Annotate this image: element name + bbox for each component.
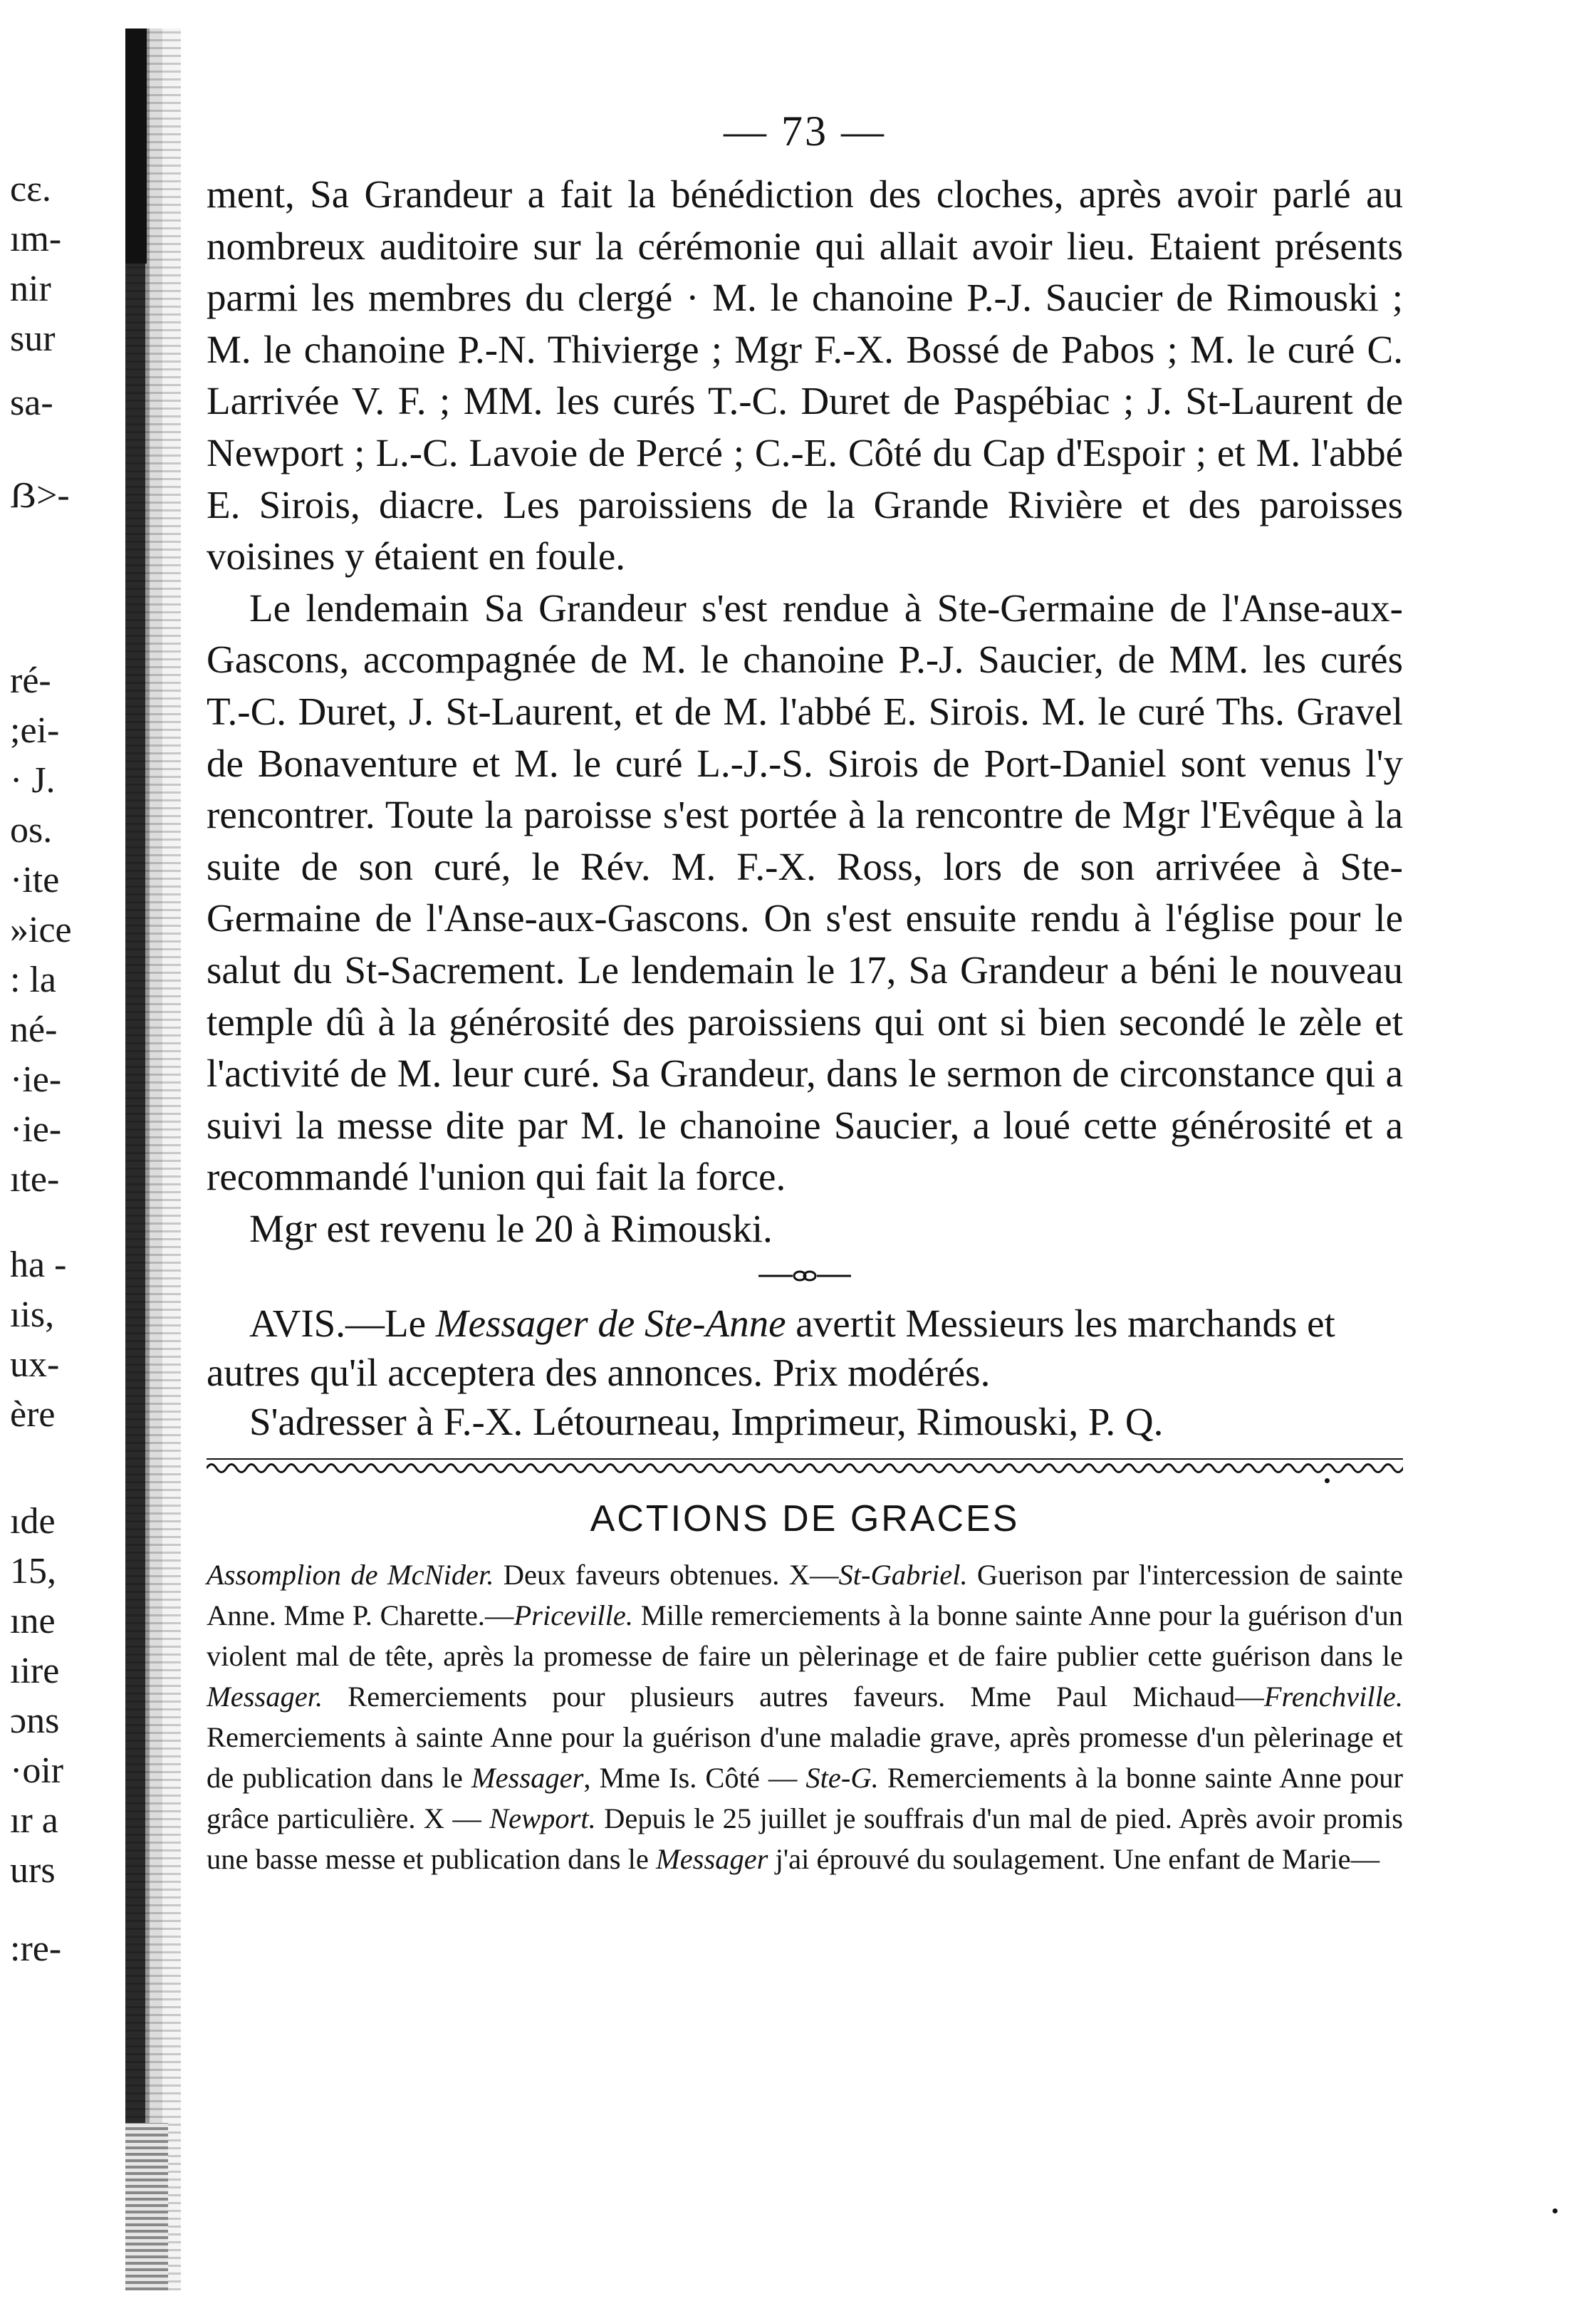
gutter-fragment: ré- [10,660,51,701]
paragraph-2: Le lendemain Sa Grandeur s'est rendue à Ste-Germaine de l'Anse-aux-Gascons, accompagnée de M. le chanoine P.-J. Saucier, de MM. les curés T.-C. Duret, J. St-Laurent, et de M. l'abbé E. Sirois. M. le curé Ths. Gravel de Bonaventure et M. le curé L.-J.-S. Sirois de Port-Daniel sont venus l'y rencontrer. Toute la paroisse s'est portée à la rencontre de Mgr l'Evêque à la suite de son curé, le Rév. M. F.-X. Ross, lors de son arrivéee à Ste-Germaine de l'Anse-aux-Gascons. On s'est ensuite rendu à l'église pour le salut du St-Sacrement. Le lendemain le 17, Sa Grandeur a béni le nouveau temple dû à la générosité des paroissiens qui ont si bien secondé le zèle et l'activité de M. leur curé. Sa Grandeur, dans le sermon de circonstance qui a suivi la messe dite par M. le chanoine Saucier, a loué cette générosité et a recommandé l'union qui fait la force. [207,586,1403,1199]
speck-dot [1553,2208,1558,2213]
gutter-fragment: ·oir [10,1750,64,1791]
gutter-fragment: : la [10,960,56,1000]
notice-lead: AVIS.—Le [249,1302,427,1346]
gutter-fragment: ɔns [10,1700,60,1741]
speck-dot [1325,1478,1330,1483]
binding-strip [125,28,181,2290]
ornament-divider [758,1262,851,1290]
place-or-title-italic: St-Gabriel. [838,1559,968,1591]
place-or-title-italic: Newport. [489,1802,596,1835]
gutter-fragment: · J. [10,760,56,801]
gutter-fragment: :re- [10,1928,62,1969]
paragraph-3: Mgr est revenu le 20 à Rimouski. [249,1206,773,1250]
gutter-fragment: ·ie- [10,1109,62,1150]
gutter-fragment: sur [10,318,56,359]
thanksgiving-segment: , Mme Is. Côté — [583,1762,806,1795]
gutter-fragment: ır a [10,1800,58,1841]
gutter-fragment: ·ite [10,860,60,900]
thanksgiving-segment: Depuis le 25 juillet je souffrais d'un mal de pied. Après avoir promis une basse messe et publication dans le [207,1802,1403,1876]
gutter-fragment: ẞ>- [10,475,70,516]
gutter-fragment: urs [10,1850,56,1891]
gutter-fragment: ·ie- [10,1059,62,1100]
gutter-fragment: nir [10,269,51,309]
thanksgiving-segment: Mille remerciements à la bonne sainte Anne pour la guérison d'un violent mal de tête, après la promesse de faire un pèlerinage et de faire publier cette guérison dans le [207,1599,1403,1673]
gutter-fragment: ıne [10,1601,56,1641]
thanksgiving-segment: Remerciements à sainte Anne pour la guérison d'une maladie grave, après promesse d'un pèlerinage et de publication dans le [207,1721,1403,1795]
main-article [207,169,1403,1255]
gutter-fragment: ;ei- [10,710,60,751]
notice-block [207,1299,1403,1446]
place-or-title-italic: Ste-G. [805,1762,879,1795]
gutter-fragment: né- [10,1009,58,1050]
gutter-fragment: »ice [10,910,72,950]
gutter-fragment: cε. [10,169,51,209]
gutter-fragment: ıde [10,1501,56,1542]
gutter-fragment: ıte- [10,1159,60,1200]
notice-body: avertit Messieurs les marchands et autres qu'il acceptera des annonces. Prix modérés. [207,1302,1335,1395]
gutter-fragment: ux- [10,1344,60,1385]
binding-shadow-top [125,28,147,264]
gutter-fragment: os. [10,810,53,851]
place-or-title-italic: Frenchville. [1263,1681,1403,1713]
thanksgiving-text [207,1554,1403,1879]
section-heading: ACTIONS DE GRACES [590,1498,1020,1540]
notice-publication-title: Messager de Ste-Anne [435,1302,786,1346]
thanksgiving-segment: Remerciements pour plusieurs autres faveurs. Mme Paul Michaud— [323,1681,1264,1713]
place-or-title-italic: Messager. [207,1681,323,1713]
place-or-title-italic: Messager [471,1762,584,1795]
gutter-fragment: ıire [10,1651,60,1691]
page-number: — 73 — [724,108,886,155]
gutter-fragment: ha - [10,1245,67,1285]
wavy-rule [207,1456,1403,1480]
notice-address: S'adresser à F.-X. Létourneau, Imprimeur, Rimouski, P. Q. [249,1400,1164,1444]
place-or-title-italic: Assomplion de McNider. [207,1559,494,1591]
paragraph-1: ment, Sa Grandeur a fait la bénédiction des cloches, après avoir parlé au nombreux auditoire sur la cérémonie qui allait avoir lieu. Etaient présents parmi les membres du clergé · M. le chanoine P.-J. Saucier de Rimouski ; M. le chanoine P.-N. Thivierge ; Mgr F.-X. Bossé de Pabos ; M. le curé C. Larrivée V. F. ; MM. les curés T.-C. Duret de Paspébiac ; J. St-Laurent de Newport ; L.-C. Lavoie de Percé ; C.-E. Côté du Cap d'Espoir ; et M. l'abbé E. Sirois, diacre. Les paroissiens de la Grande Rivière et des paroisses voisines y étaient en foule. [207,172,1403,578]
gutter-fragment: ère [10,1394,56,1435]
facing-page-fragments [0,36,121,2230]
binding-shadow-bottom [125,2123,168,2290]
page-content [207,107,1403,1879]
thanksgiving-segment: Remerciements à la bonne sainte Anne pour grâce particulière. X — [207,1762,1403,1835]
notice-text [207,1299,1403,1397]
place-or-title-italic: Priceville. [513,1599,633,1632]
place-or-title-italic: Messager [655,1843,768,1876]
gutter-fragment: ıis, [10,1294,55,1335]
gutter-fragment: sa- [10,383,53,423]
thanksgiving-segment: Guerison par l'intercession de sainte Anne. Mme P. Charette.— [207,1559,1404,1632]
gutter-fragment: 15, [10,1551,56,1591]
gutter-fragment: ım- [10,219,62,259]
thanksgiving-segment: Deux faveurs obtenues. X— [494,1559,839,1591]
thanksgiving-segment: j'ai éprouvé du soulagement. Une enfant de Marie— [768,1843,1380,1876]
